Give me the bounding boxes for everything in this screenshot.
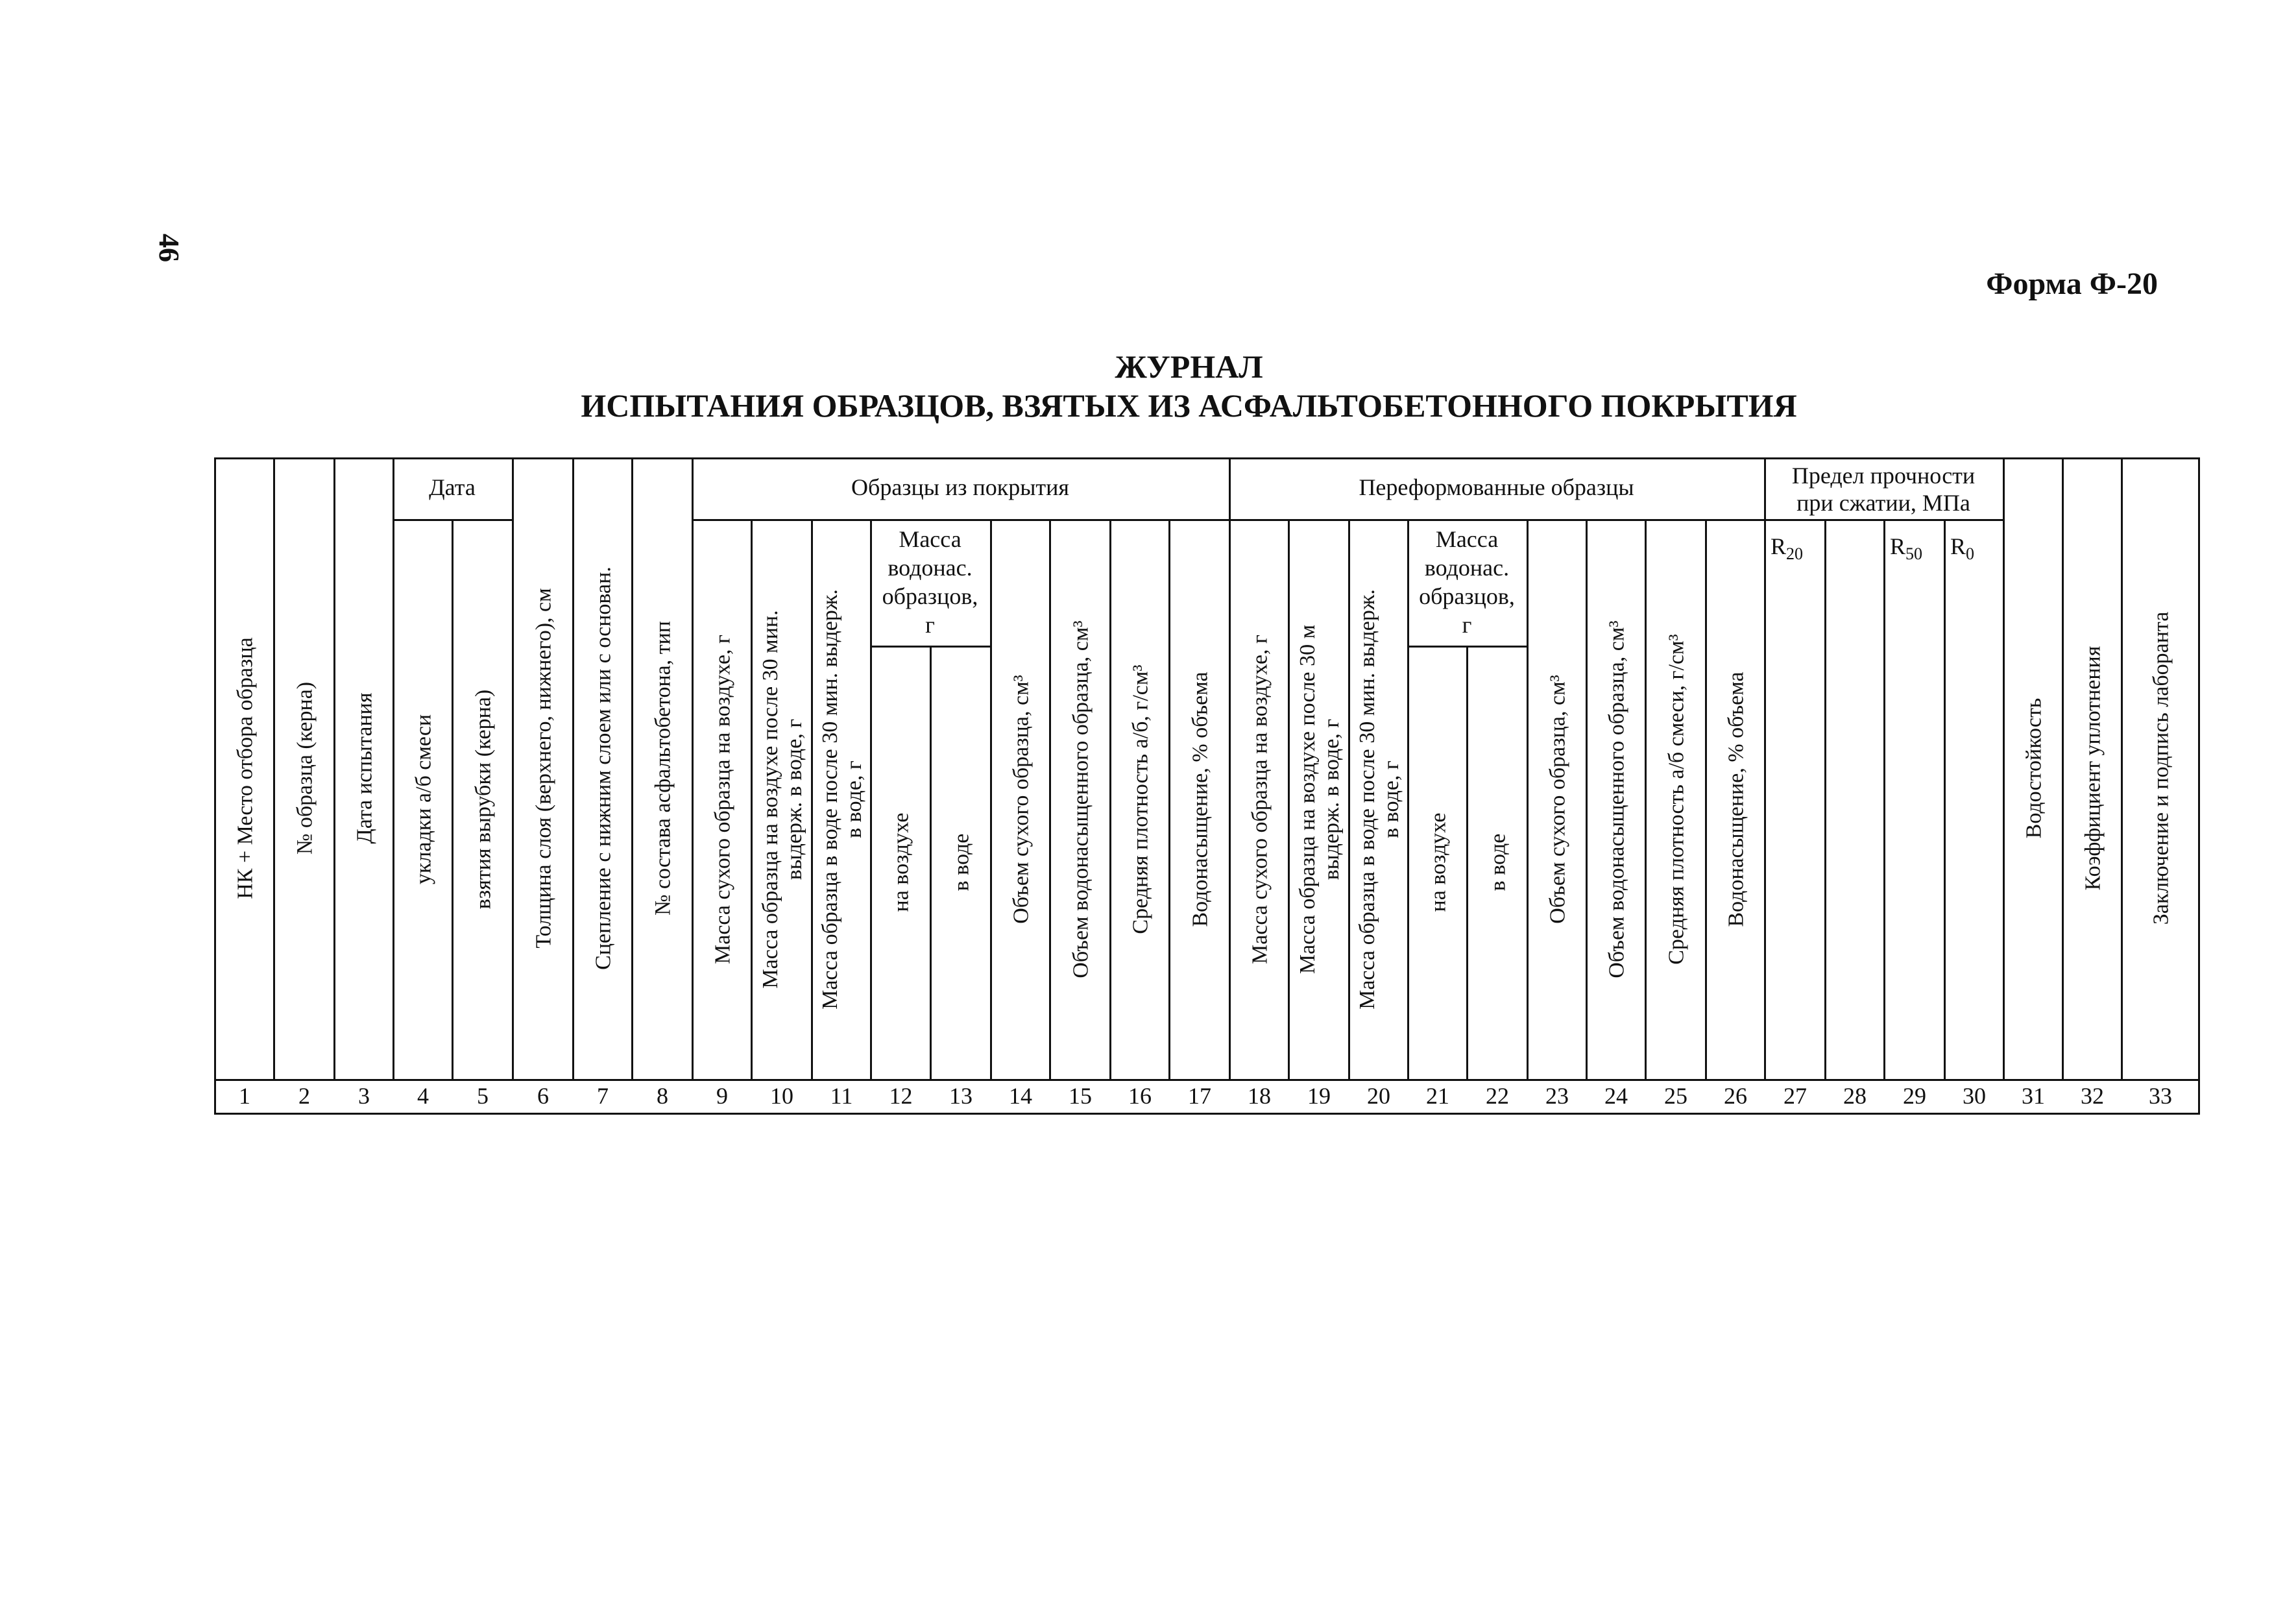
column-header-line: на воздухе [1426,812,1450,912]
group-mass-wet-1-line: Масса [899,526,961,552]
header-col-29 [1883,519,1946,1081]
strength-r50 [1890,533,1922,564]
column-header-line: Заключение и подпись лаборанта [2149,611,2173,925]
header-col-30 [1944,519,2005,1081]
column-header-line: Масса образца на воздухе после 30 м [1295,624,1320,974]
column-header-line: Сцепление с нижним слоем или с основан. [591,566,615,970]
column-header-line: Объем сухого образца, см³ [1009,674,1033,924]
group-strength-line1: Предел прочности [1791,463,1976,489]
group-mass-wet-2-line: Масса [1435,526,1499,552]
column-number: 6 [537,1083,549,1109]
column-number: 9 [716,1083,728,1109]
column-header-1 [233,637,257,899]
column-header-line: Водостойкость [2022,697,2046,839]
column-header-20 [1355,589,1403,1010]
column-header-26 [1724,672,1748,927]
column-header-23 [1545,675,1569,924]
column-number: 26 [1724,1083,1747,1109]
group-mass-wet-2-line: г [1462,612,1472,638]
column-header-17 [1188,672,1212,927]
column-header-5 [471,689,495,909]
column-number: 12 [889,1083,913,1109]
column-header-19 [1296,624,1344,973]
journal-title [0,347,2285,425]
journal-title-line2: ИСПЫТАНИЯ ОБРАЗЦОВ, ВЗЯТЫХ ИЗ АСФАЛЬТОБЕТОННОГО ПОКРЫТИЯ [581,387,1797,424]
column-header-line: Водонасыщение, % объема [1724,671,1748,927]
column-header-line: № состава асфальтобетона, тип [651,620,675,916]
column-header-line: Масса образца в воде после 30 мин. выдерж. [1355,588,1379,1010]
group-strength-line2: при сжатии, МПа [1796,490,1970,516]
column-number: 20 [1367,1083,1390,1109]
journal-table [214,457,2177,1113]
column-number: 29 [1903,1083,1926,1109]
column-header-line: Масса образца на воздухе после 30 мин. [758,609,782,989]
column-number: 16 [1128,1083,1152,1109]
column-header-8 [651,621,675,915]
column-number: 17 [1188,1083,1211,1109]
column-header-9 [710,635,734,964]
column-header-line: Средняя плотность а/б, г/см³ [1128,664,1152,934]
column-number: 10 [770,1083,793,1109]
column-header-24 [1604,620,1628,978]
column-number: 23 [1545,1083,1569,1109]
column-number: 19 [1307,1083,1331,1109]
column-number: 32 [2081,1083,2104,1109]
column-header-line: Дата испытания [352,692,376,844]
column-number: 11 [830,1083,853,1109]
column-header-3 [352,693,376,844]
column-number: 18 [1248,1083,1271,1109]
column-header-line: НК + Место отбора образца [233,637,257,899]
column-header-line: взятия вырубки (керна) [471,689,495,909]
strength-r0 [1950,533,1974,564]
column-number: 14 [1009,1083,1032,1109]
column-header-7 [591,566,615,970]
group-mass-wet-2-line: водонас. [1424,555,1510,581]
column-header-line: выдерж. в воде, г [1319,718,1344,880]
column-header-4 [411,714,435,884]
column-header-line: в воде, г [1379,760,1403,838]
strength-r20-base: R [1771,533,1787,559]
column-number: 31 [2022,1083,2045,1109]
column-number: 13 [949,1083,973,1109]
column-header-18 [1248,635,1272,964]
column-header-line: Водонасыщение, % объема [1188,671,1212,927]
column-number: 27 [1783,1083,1807,1109]
column-header-line: на воздухе [889,812,913,912]
column-number: 30 [1963,1083,1986,1109]
column-header-12 [889,813,913,912]
column-number: 22 [1486,1083,1509,1109]
strength-r20 [1771,533,1803,564]
strength-r20-sub: 20 [1786,544,1804,564]
column-number: 2 [298,1083,310,1109]
group-mass-wet-1-line: г [925,612,935,638]
group-coating-label: Образцы из покрытия [851,474,1069,500]
column-number: 21 [1426,1083,1449,1109]
column-header-6 [531,588,555,948]
column-header-line: Масса образца в воде после 30 мин. выдерж. [817,588,842,1010]
column-number: 4 [417,1083,429,1109]
column-header-14 [1009,675,1033,924]
column-number: 33 [2149,1083,2172,1109]
column-header-line: Масса сухого образца на воздухе, г [710,634,734,964]
group-mass-wet-1-line: образцов, [882,583,978,609]
column-header-line: в воде [1486,833,1510,891]
column-header-15 [1069,620,1093,978]
column-header-line: Объем водонасыщенного образца, см³ [1604,620,1628,978]
column-number: 1 [239,1083,250,1109]
column-number: 8 [657,1083,668,1109]
strength-r50-sub: 50 [1905,544,1923,564]
column-header-line: Объем водонасыщенного образца, см³ [1069,620,1093,978]
strength-r50-base: R [1890,533,1906,559]
column-header-31 [2022,698,2046,839]
group-mass-wet-1-line: водонас. [888,555,973,581]
strength-r0-sub: 0 [1966,544,1975,564]
column-number: 3 [358,1083,370,1109]
column-header-33 [2149,612,2173,925]
column-header-10 [758,610,806,988]
column-header-line: Объем сухого образца, см³ [1545,674,1569,924]
column-header-16 [1128,664,1152,934]
column-number: 28 [1843,1083,1867,1109]
column-header-line: в воде [949,833,973,891]
column-header-11 [818,589,866,1010]
column-number: 15 [1069,1083,1092,1109]
column-header-line: Средняя плотность а/б смеси, г/см³ [1664,633,1688,965]
column-header-line: выдерж. в воде, г [782,718,806,880]
column-header-line: Толщина слоя (верхнего, нижнего), см [531,588,555,949]
column-number: 5 [477,1083,489,1109]
column-header-32 [2081,646,2105,891]
column-number: 7 [597,1083,609,1109]
group-date-label: Дата [429,474,476,500]
column-header-21 [1426,813,1450,912]
column-header-line: Масса сухого образца на воздухе, г [1248,634,1272,964]
column-header-line: в воде, г [841,760,866,838]
header-col-27 [1764,519,1826,1081]
column-header-line: Коэффициент уплотнения [2081,646,2105,891]
column-header-13 [949,834,973,891]
group-mass-wet-2-line: образцов, [1419,583,1515,609]
group-reformed-label: Переформованные образцы [1359,474,1634,500]
page-number: 46 [153,234,185,262]
form-label: Форма Ф-20 [1986,267,2158,301]
column-number: 25 [1664,1083,1687,1109]
column-header-2 [293,682,317,854]
column-header-line: укладки а/б смеси [411,714,435,884]
column-header-25 [1664,634,1688,965]
column-number: 24 [1604,1083,1628,1109]
column-header-line: № образца (керна) [293,681,317,855]
journal-title-line1: ЖУРНАЛ [1115,348,1263,385]
header-col-28 [1824,519,1885,1081]
column-header-22 [1486,834,1510,891]
strength-r0-base: R [1950,533,1966,559]
